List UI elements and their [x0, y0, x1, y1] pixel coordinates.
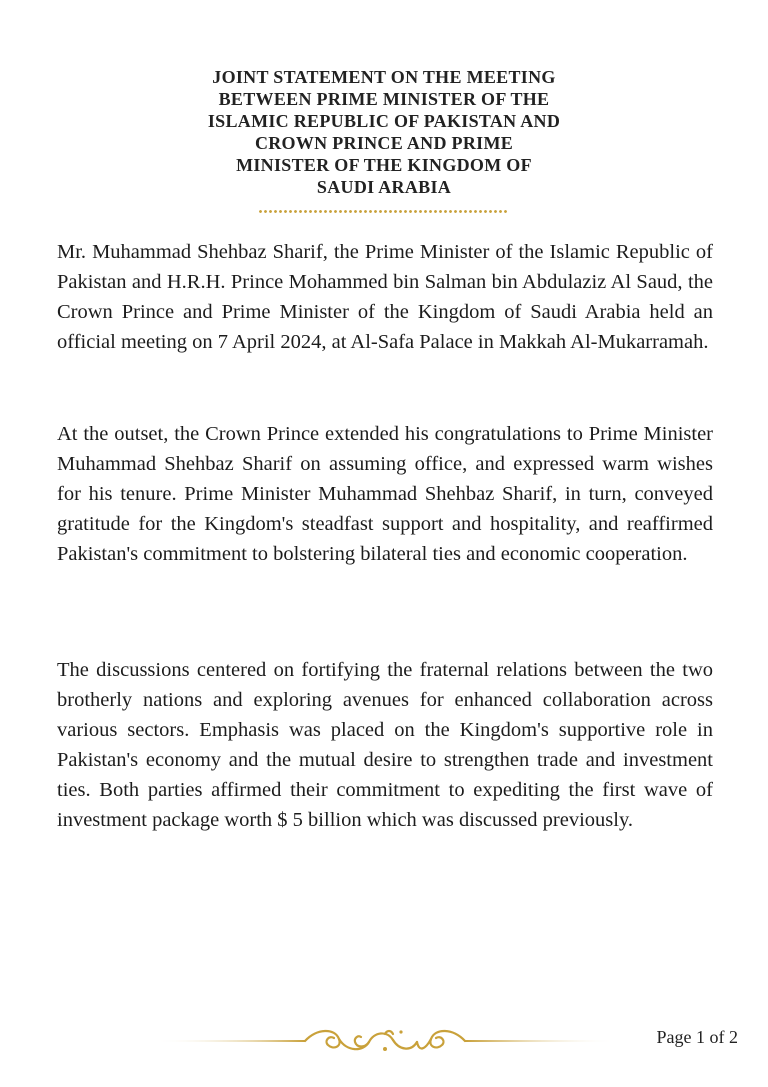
title-line: SAUDI ARABIA — [316, 177, 452, 197]
title-line: ISLAMIC REPUBLIC OF PAKISTAN AND — [207, 111, 561, 131]
paragraph-congratulations: At the outset, the Crown Prince extended his congratulations to Prime Minister Muhammad Shehbaz Sharif on assuming office, and expressed warm wishes for his tenure. Prime Minister Muhammad Shehbaz Sharif, in turn, conveyed gratitude for the Kingdom's steadfast support and hospitality, and reaffirmed Pakistan's commitment to bolstering bilateral ties and economic cooperation. — [57, 423, 713, 565]
title-line: MINISTER OF THE KINGDOM OF — [236, 155, 532, 175]
dotted-divider — [258, 210, 508, 213]
document-title — [150, 66, 618, 198]
title-line: BETWEEN PRIME MINISTER OF THE — [218, 89, 550, 109]
title-line: JOINT STATEMENT ON THE MEETING — [212, 67, 556, 87]
page-number: Page 1 of 2 — [656, 1027, 738, 1047]
gold-scroll-ornament-icon — [155, 1022, 615, 1058]
paragraph-discussions: The discussions centered on fortifying the fraternal relations between the two brotherly nations and exploring avenues for enhanced collaboration across various sectors. Emphasis was placed on the Kingdom's supportive role in Pakistan's economy and the mutual desire to strengthen trade and investment ties. Both parties affirmed their commitment to expediting the first wave of investment package worth $ 5 billion which was discussed previously. — [57, 659, 713, 831]
paragraph-meeting: Mr. Muhammad Shehbaz Sharif, the Prime Minister of the Islamic Republic of Pakistan and H.R.H. Prince Mohammed bin Salman bin Abdulaziz Al Saud, the Crown Prince and Prime Minister of the Kingdom of Saudi Arabia held an official meeting on 7 April 2024, at Al-Safa Palace in Makkah Al-Mukarramah. — [57, 241, 713, 353]
title-line: CROWN PRINCE AND PRIME — [254, 133, 514, 153]
